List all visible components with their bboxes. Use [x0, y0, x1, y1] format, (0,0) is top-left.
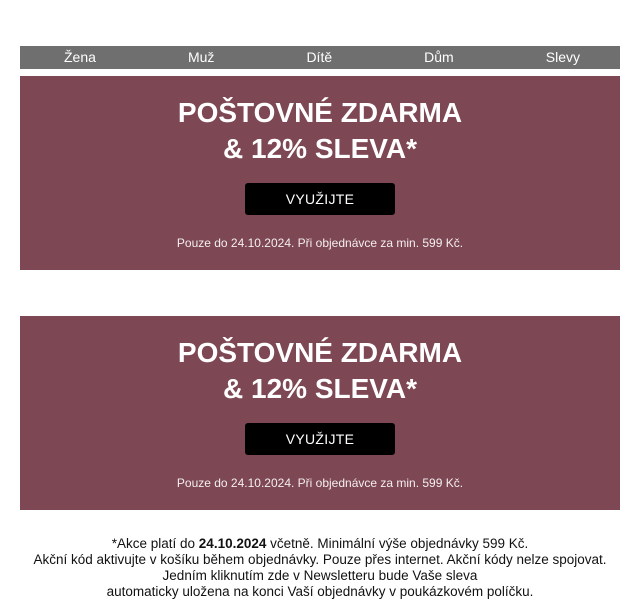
promo-note: Pouze do 24.10.2024. Při objednávce za min. 599 Kč. [176, 476, 464, 490]
terms-line-1-suffix: včetně. Minimální výše objednávky 599 Kč. [266, 536, 529, 551]
promo-banner[interactable] [20, 76, 620, 270]
terms-line-2: Akční kód aktivujte v košíku během objednávky. Pouze přes internet. Akční kódy nelze spojovat. [33, 552, 607, 567]
nav-item-slevy[interactable]: Slevy [545, 49, 580, 65]
promo-headline-line2: & 12% SLEVA* [223, 133, 417, 164]
promo-note: Pouze do 24.10.2024. Při objednávce za min. 599 Kč. [176, 236, 464, 250]
nav-item-zena[interactable]: Žena [64, 49, 96, 65]
terms-line-1 [0, 536, 640, 552]
promo-headline-line1: POŠTOVNÉ ZDARMA [177, 97, 463, 128]
terms-line-3[interactable]: Jedním kliknutím zde v Newsletteru bude Vaše sleva [162, 568, 478, 583]
terms-line-1-prefix: *Akce platí do [111, 536, 199, 551]
promo-headline-line2: & 12% SLEVA* [223, 373, 417, 404]
promo-headline [20, 335, 620, 407]
use-offer-button[interactable]: VYUŽIJTE [245, 423, 395, 455]
nav-item-muz[interactable]: Muž [187, 49, 215, 65]
promo-banner[interactable] [20, 316, 620, 510]
terms-end-date: 24.10.2024 [198, 536, 267, 551]
nav-item-dite[interactable]: Dítě [306, 49, 333, 65]
use-offer-button[interactable]: VYUŽIJTE [245, 183, 395, 215]
terms-footer [0, 536, 640, 600]
nav-item-dum[interactable]: Dům [424, 49, 454, 65]
terms-line-4: automaticky uložena na konci Vaší objednávky v poukázkovém políčku. [106, 584, 534, 599]
promo-headline [20, 95, 620, 167]
top-navigation [20, 46, 620, 69]
promo-headline-line1: POŠTOVNÉ ZDARMA [177, 337, 463, 368]
